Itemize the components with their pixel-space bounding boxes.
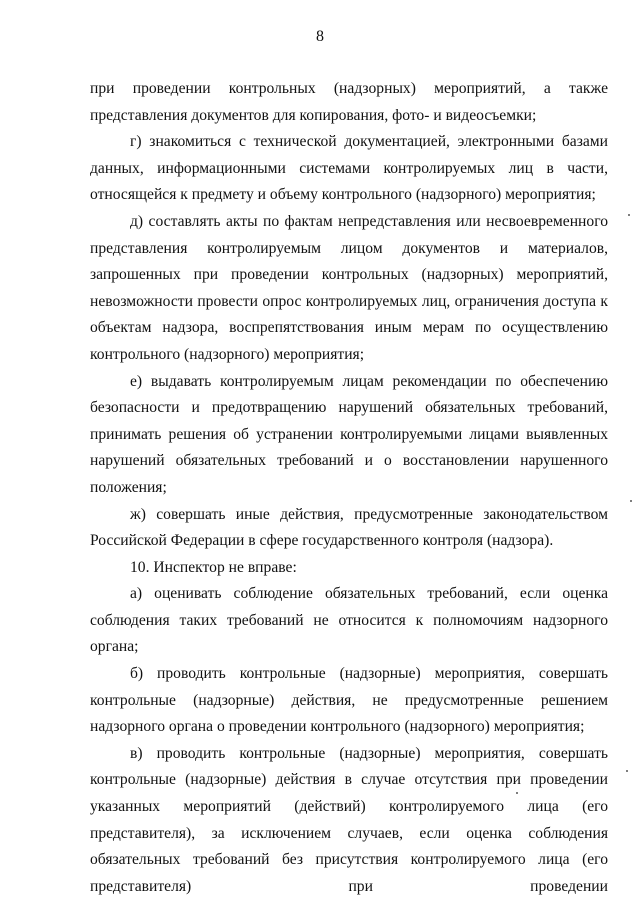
paragraph-item-a: а) оценивать соблюдение обязательных требований, если оценка соблюдения таких требований не относится к полномочиям надзорного органа; bbox=[90, 585, 608, 656]
scan-speck bbox=[630, 500, 632, 502]
paragraph-section-10: 10. Инспектор не вправе: bbox=[130, 558, 297, 576]
paragraph-continuation: при проведении контрольных (надзорных) мероприятий, а также представления документов для копирования, фото- и видеосъемки; bbox=[90, 80, 608, 124]
paragraph-item-e: е) выдавать контролируемым лицам рекомендации по обеспечению безопасности и предотвращению нарушений обязательных требований, принимать решения об устранении контролируемыми лицами выявленных нарушений обязательных требований и о восстановлении нарушенного положения; bbox=[90, 372, 608, 496]
page-number: 8 bbox=[316, 28, 324, 45]
paragraph-item-g: г) знакомиться с технической документацией, электронными базами данных, информационными системами контролируемых лиц в части, относящейся к предмету и объему контрольного (надзорного) мероприятия; bbox=[90, 133, 608, 204]
paragraph-item-v: в) проводить контрольные (надзорные) мероприятия, совершать контрольные (надзорные) действия в случае отсутствия при проведении указанных мероприятий (действий) контролируемого лица (его представителя), за исключением случаев, если оценка соблюдения обязательных требований без присутствия контролируемого лица (его представителя) при проведении bbox=[90, 744, 608, 895]
scan-speck bbox=[626, 770, 628, 772]
paragraph-item-b: б) проводить контрольные (надзорные) мероприятия, совершать контрольные (надзорные) действия, не предусмотренные решением надзорного органа о проведении контрольного (надзорного) мероприятия; bbox=[90, 665, 608, 736]
document-body bbox=[90, 76, 608, 900]
scan-speck bbox=[628, 214, 630, 216]
paragraph-item-d: д) составлять акты по фактам непредставления или несвоевременного представления контролируемым лицом документов и материалов, запрошенных при проведении контрольных (надзорных) мероприятий, невозможности провести опрос контролируемых лиц, ограничения доступа к объектам надзора, воспрепятствования иным мерам по осуществлению контрольного (надзорного) мероприятия; bbox=[90, 212, 608, 363]
paragraph-item-zh: ж) совершать иные действия, предусмотренные законодательством Российской Федерации в сфере государственного контроля (надзора). bbox=[90, 505, 608, 550]
scan-speck bbox=[516, 792, 518, 794]
